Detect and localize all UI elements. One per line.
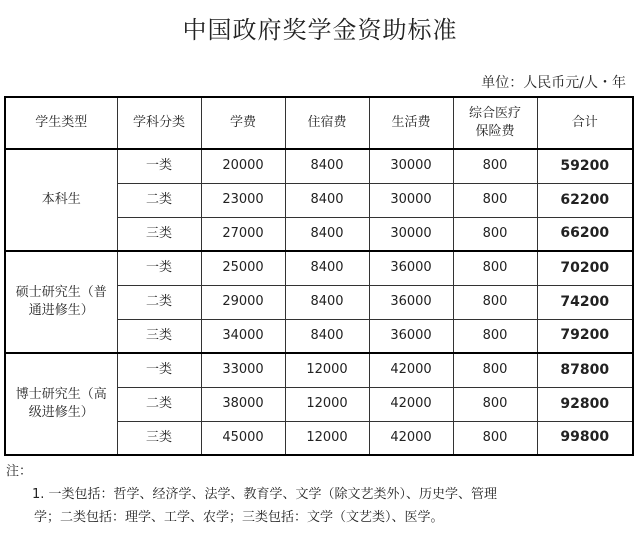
living-cell: 30000 [369,217,453,251]
scholarship-table [4,96,634,456]
header-total: 合计 [537,97,633,149]
subject-category-cell: 一类 [117,149,201,183]
tuition-cell: 29000 [201,285,285,319]
accommodation-cell: 8400 [285,285,369,319]
living-cell: 36000 [369,251,453,285]
tuition-cell: 23000 [201,183,285,217]
insurance-cell: 800 [453,285,537,319]
header-insurance [453,97,537,149]
total-cell: 99800 [537,421,633,455]
insurance-cell: 800 [453,217,537,251]
table-row [5,353,633,387]
notes [6,460,626,529]
table-body [5,149,633,455]
living-cell: 30000 [369,149,453,183]
accommodation-cell: 8400 [285,217,369,251]
table-row [5,149,633,183]
tuition-cell: 27000 [201,217,285,251]
header-living: 生活费 [369,97,453,149]
student-type-cell: 硕士研究生（普通进修生） [5,251,117,353]
tuition-cell: 38000 [201,387,285,421]
insurance-cell: 800 [453,387,537,421]
header-tuition: 学费 [201,97,285,149]
tuition-cell: 45000 [201,421,285,455]
student-type-cell: 博士研究生（高级进修生） [5,353,117,455]
accommodation-cell: 12000 [285,421,369,455]
living-cell: 30000 [369,183,453,217]
total-cell: 92800 [537,387,633,421]
living-cell: 42000 [369,387,453,421]
header-subject-category: 学科分类 [117,97,201,149]
living-cell: 42000 [369,353,453,387]
header-accommodation: 住宿费 [285,97,369,149]
insurance-cell: 800 [453,251,537,285]
accommodation-cell: 8400 [285,183,369,217]
tuition-cell: 34000 [201,319,285,353]
student-type-cell: 本科生 [5,149,117,251]
total-cell: 62200 [537,183,633,217]
subject-category-cell: 三类 [117,217,201,251]
unit-label: 单位：人民币元/人・年 [481,75,626,91]
tuition-cell: 33000 [201,353,285,387]
subject-category-cell: 一类 [117,251,201,285]
total-cell: 70200 [537,251,633,285]
total-cell: 59200 [537,149,633,183]
accommodation-cell: 8400 [285,319,369,353]
total-cell: 87800 [537,353,633,387]
tuition-cell: 25000 [201,251,285,285]
table-row [5,251,633,285]
subject-category-cell: 二类 [117,285,201,319]
living-cell: 42000 [369,421,453,455]
notes-line-2: 学；二类包括：理学、工学、农学；三类包括：文学（文艺类）、医学。 [34,510,444,525]
insurance-cell: 800 [453,353,537,387]
header-student-type: 学生类型 [5,97,117,149]
page-title: 中国政府奖学金资助标准 [182,16,458,44]
living-cell: 36000 [369,285,453,319]
total-cell: 74200 [537,285,633,319]
subject-category-cell: 三类 [117,421,201,455]
notes-line-1: 1. 一类包括：哲学、经济学、法学、教育学、文学（除文艺类外）、历史学、管理 [32,487,498,502]
accommodation-cell: 8400 [285,251,369,285]
accommodation-cell: 8400 [285,149,369,183]
total-cell: 66200 [537,217,633,251]
subject-category-cell: 三类 [117,319,201,353]
insurance-cell: 800 [453,319,537,353]
subject-category-cell: 一类 [117,353,201,387]
tuition-cell: 20000 [201,149,285,183]
total-cell: 79200 [537,319,633,353]
living-cell: 36000 [369,319,453,353]
notes-label: 注： [6,464,33,479]
subject-category-cell: 二类 [117,183,201,217]
insurance-cell: 800 [453,183,537,217]
insurance-cell: 800 [453,149,537,183]
header-insurance-label: 综合医疗保险费 [468,106,521,139]
accommodation-cell: 12000 [285,387,369,421]
insurance-cell: 800 [453,421,537,455]
subject-category-cell: 二类 [117,387,201,421]
table-header-row [5,97,633,149]
accommodation-cell: 12000 [285,353,369,387]
